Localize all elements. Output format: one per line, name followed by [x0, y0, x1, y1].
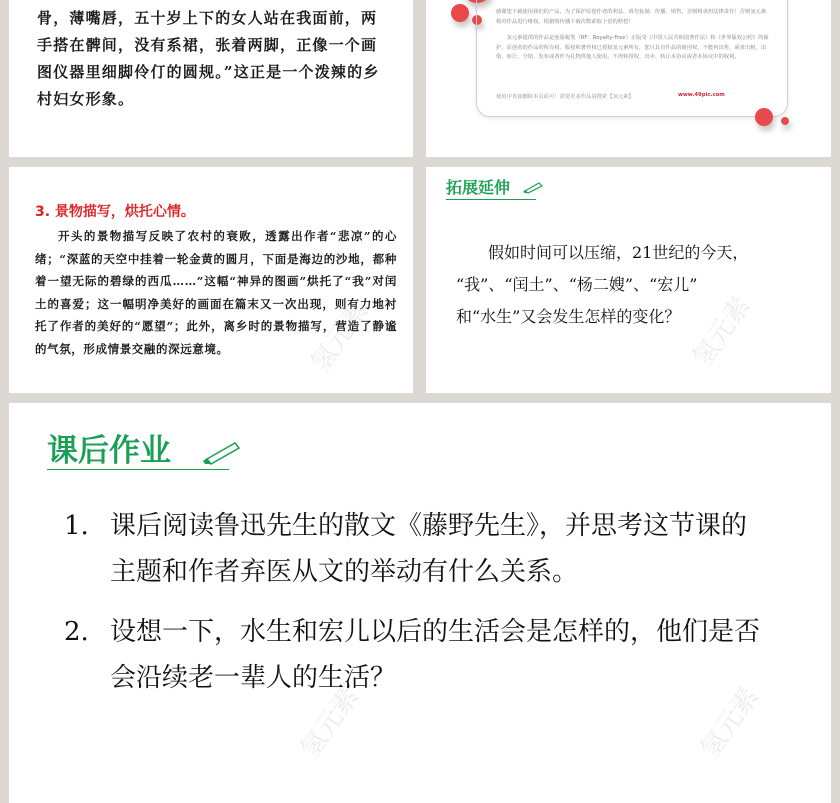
question-line-3: 和“水生”又会发生怎样的变化？	[456, 307, 681, 326]
extension-question	[456, 237, 801, 333]
extension-card	[426, 167, 831, 393]
section-heading: 拓展延伸	[446, 178, 511, 197]
pencil-icon	[522, 180, 544, 194]
pencil-icon	[201, 439, 243, 465]
scenery-description-card	[9, 167, 413, 393]
section-heading: 课后作业	[47, 433, 171, 469]
scenery-analysis-paragraph: 开头的景物描写反映了农村的衰败，透露出作者“悲凉”的心绪；“深蓝的天空中挂着一轮金黄的圆月，下面是海边的沙地，都种着一望无际的碧绿的西瓜……”这幅“神异的图画”烘托了“我”对闰土的喜爱；这一幅明净美好的画面在篇末又一次出现，则有力地衬托了作者的美好的“愿望”；此外，离乡时的景物描写，营造了静谧的气氛，形成情景交融的深远意境。	[35, 229, 397, 356]
item-text: 课后阅读鲁迅先生的散文《藤野先生》，并思考这节课的主题和作者弃医从文的举动有什么关系。	[110, 511, 748, 587]
decorative-red-dot	[451, 4, 469, 22]
homework-item	[64, 503, 764, 595]
watermark: 氢元素	[695, 682, 765, 764]
question-line-2: “我”、“闰土”、“杨二嫂”、“宏儿”	[456, 275, 698, 294]
section-heading: 3. 景物描写，烘托心情。	[35, 204, 195, 220]
heading-underline	[446, 199, 536, 200]
text-card-character-description	[9, 0, 413, 157]
homework-card	[9, 403, 831, 803]
heading-underline	[47, 469, 229, 470]
character-description-paragraph: 骨，薄嘴唇，五十岁上下的女人站在我面前，两手搭在髀间，没有系裙，张着两脚，正像一个画图仪器里细脚伶仃的圆规。”这正是一个泼辣的乡村妇女形象。	[37, 9, 380, 108]
item-text: 设想一下，水生和宏儿以后的生活会是怎样的，他们是否会沿续老一辈人的生活？	[110, 617, 761, 693]
notice-text	[496, 8, 771, 70]
item-number: 1.	[64, 511, 89, 541]
notice-paragraph-1: 感谢您下载使用我们的产品，为了保护原创作者的利益，请勿复制、传播、销售，否则将承担法律责任！否则氢元素将对作品进行维权，根据购传播下载次数索取十倍的赔偿！	[496, 9, 767, 25]
notice-footer-text: 使用中直接删除本页面可！需要更多作品请搜索【氢元素】	[496, 94, 634, 100]
watermark: 氢元素	[687, 291, 757, 373]
website-link[interactable]: www.49pic.com	[678, 92, 725, 98]
copyright-notice-card	[426, 0, 831, 157]
decorative-red-dot-small	[781, 117, 789, 125]
question-line-1: 假如时间可以压缩，21世纪的今天，	[488, 243, 749, 262]
watermark: 氢元素	[305, 296, 375, 378]
watermark: 氢元素	[295, 682, 365, 764]
homework-list	[64, 503, 764, 715]
item-number: 2.	[64, 617, 89, 647]
homework-item	[64, 609, 764, 701]
notice-paragraph-2: 氢元素提供的作品是免版税类（RF：Royalty-Free）正版受《中国人民共和国著作法》和《世界版权公约》的保护，原创者的作品的所有权、版权和著作权已授权氢元素所有，您只具有作品的使用权，不能再出售，或者出租、出借、转让、分销、发布或者作为礼物供他人使用，不得转授权、出卖、转让本协议或者本协议中的权利。	[496, 35, 769, 60]
notice-footer	[496, 92, 771, 100]
decorative-red-dot	[755, 108, 773, 126]
